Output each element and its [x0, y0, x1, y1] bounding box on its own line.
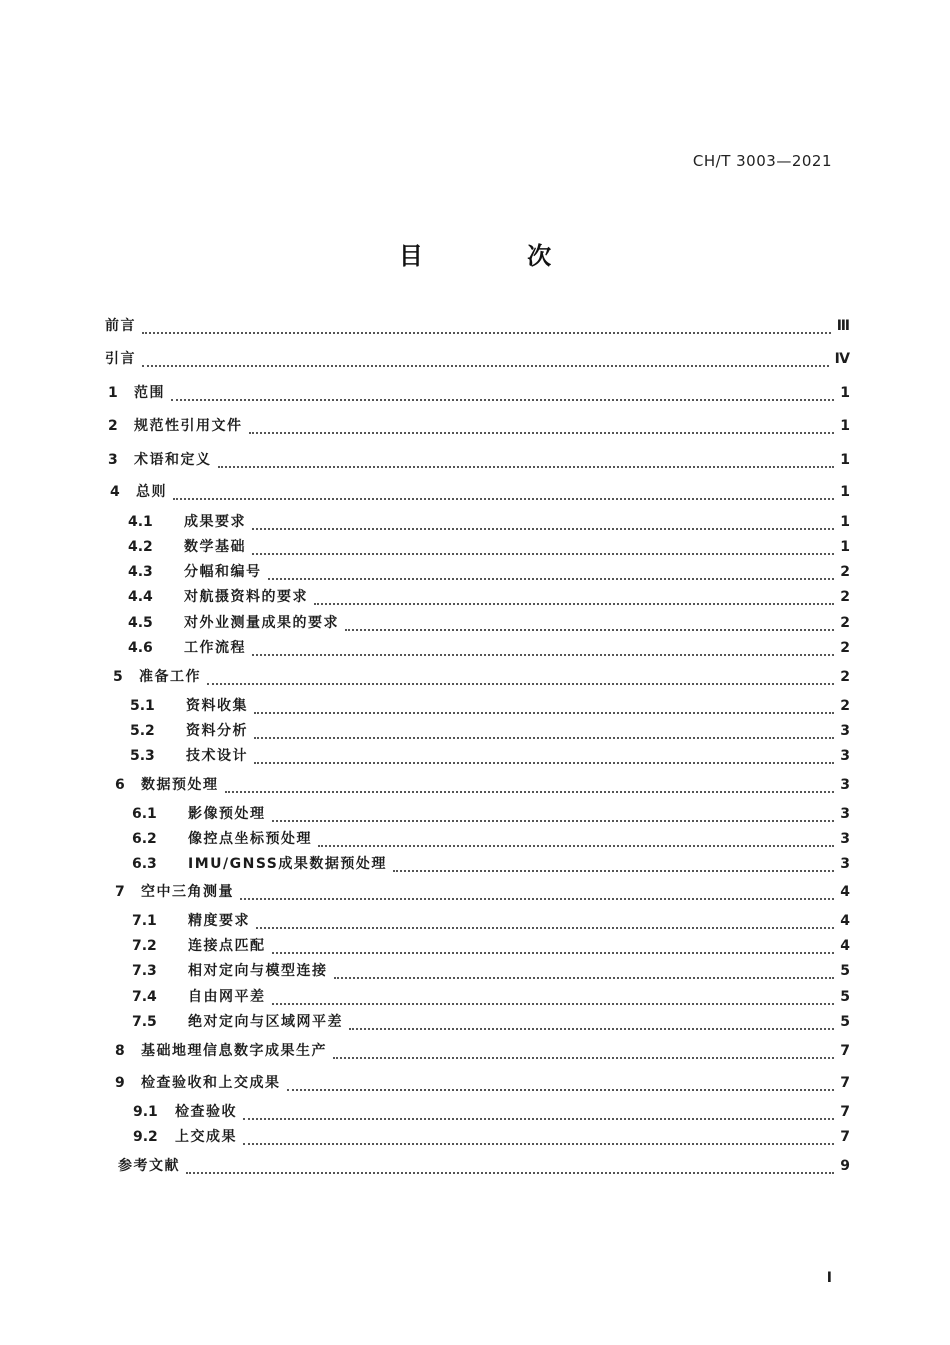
toc-entry-title: 对航摄资料的要求	[184, 589, 308, 605]
dot-leader	[349, 1020, 834, 1030]
toc-entry-page: 5	[840, 963, 850, 979]
toc-entry[interactable]	[105, 349, 850, 369]
toc-entry[interactable]	[130, 721, 850, 741]
toc-entry-title: 分幅和编号	[184, 564, 262, 580]
toc-entry-number: 5.1	[130, 698, 155, 714]
toc-entry-number: 9.1	[133, 1104, 158, 1120]
toc-entry-page: 2	[840, 615, 850, 631]
toc-entry-page: 2	[840, 669, 850, 685]
toc-entry[interactable]	[128, 587, 850, 607]
toc-entry-number: 4.1	[128, 514, 153, 530]
toc-entry-number: 5	[113, 669, 123, 685]
toc-entry-number: 7.3	[132, 963, 157, 979]
toc-entry[interactable]	[108, 416, 850, 436]
toc-entry[interactable]	[133, 1127, 850, 1147]
toc-entry-page: 5	[840, 1014, 850, 1030]
toc-entry-title: 对外业测量成果的要求	[184, 615, 339, 631]
toc-entry-page: 7	[840, 1129, 850, 1145]
dot-leader	[225, 783, 835, 793]
toc-entry-title: 准备工作	[139, 669, 201, 685]
toc-entry-page: 7	[840, 1075, 850, 1091]
toc-entry[interactable]	[105, 316, 850, 336]
toc-entry-title: 基础地理信息数字成果生产	[141, 1043, 327, 1059]
toc-entry-title: 连接点匹配	[188, 938, 266, 954]
dot-leader	[254, 729, 834, 739]
toc-entry-title: 技术设计	[186, 748, 248, 764]
dot-leader	[254, 704, 834, 714]
toc-entry-number: 5.2	[130, 723, 155, 739]
toc-entry[interactable]	[132, 829, 850, 849]
toc-entry-number: 1	[108, 385, 118, 401]
toc-entry-number: 6.2	[132, 831, 157, 847]
dot-leader	[256, 919, 834, 929]
dot-leader	[207, 675, 834, 685]
dot-leader	[272, 944, 835, 954]
toc-entry[interactable]	[128, 537, 850, 557]
toc-entry-page: 3	[840, 777, 850, 793]
toc-entry-page: 4	[840, 913, 850, 929]
dot-leader	[243, 1110, 834, 1120]
toc-entry-title: 引言	[105, 351, 136, 367]
dot-leader	[345, 621, 834, 631]
toc-entry-title: 资料收集	[186, 698, 248, 714]
dot-leader	[252, 646, 834, 656]
toc-entry-page: 3	[840, 723, 850, 739]
toc-entry[interactable]	[115, 882, 850, 902]
toc-entry-title: 空中三角测量	[141, 884, 234, 900]
toc-entry-number: 5.3	[130, 748, 155, 764]
toc-entry[interactable]	[118, 1156, 850, 1176]
toc-entry[interactable]	[132, 1012, 850, 1032]
toc-entry-number: 6	[115, 777, 125, 793]
toc-entry-page: 5	[840, 989, 850, 1005]
dot-leader	[272, 812, 835, 822]
toc-entry-number: 7.5	[132, 1014, 157, 1030]
toc-entry-page: 3	[840, 831, 850, 847]
toc-entry-number: 6.1	[132, 806, 157, 822]
toc-entry-number: 8	[115, 1043, 125, 1059]
toc-entry[interactable]	[132, 804, 850, 824]
toc-entry-number: 9	[115, 1075, 125, 1091]
toc-entry-title: 术语和定义	[134, 452, 212, 468]
toc-entry[interactable]	[130, 696, 850, 716]
toc-entry-number: 4.3	[128, 564, 153, 580]
toc-entry[interactable]	[133, 1102, 850, 1122]
toc-entry-page: 1	[840, 484, 850, 500]
dot-leader	[218, 458, 835, 468]
dot-leader	[268, 570, 835, 580]
toc-entry-page: 2	[840, 640, 850, 656]
dot-leader	[243, 1135, 834, 1145]
toc-entry-page: 3	[840, 748, 850, 764]
toc-entry-number: 3	[108, 452, 118, 468]
toc-entry[interactable]	[128, 638, 850, 658]
toc-entry-title: 精度要求	[188, 913, 250, 929]
toc-entry-page: 1	[840, 452, 850, 468]
toc-entry-title: 像控点坐标预处理	[188, 831, 312, 847]
toc-entry-number: 9.2	[133, 1129, 158, 1145]
toc-entry[interactable]	[115, 1041, 850, 1061]
toc-entry-number: 4.4	[128, 589, 153, 605]
toc-entry-number: 4.6	[128, 640, 153, 656]
toc-entry-number: 7.4	[132, 989, 157, 1005]
dot-leader	[252, 545, 834, 555]
toc-entry-number: 4.2	[128, 539, 153, 555]
toc-entry[interactable]	[128, 613, 850, 633]
toc-entry-number: 7	[115, 884, 125, 900]
toc-entry-title: 自由网平差	[188, 989, 266, 1005]
toc-entry[interactable]	[132, 961, 850, 981]
toc-entry-title: 数据预处理	[141, 777, 219, 793]
toc-entry-title: 检查验收	[175, 1104, 237, 1120]
toc-entry[interactable]	[132, 911, 850, 931]
toc-entry-page: 7	[840, 1104, 850, 1120]
toc-entry-number: 4	[110, 484, 120, 500]
toc-entry-title: 资料分析	[186, 723, 248, 739]
dot-leader	[142, 357, 829, 367]
dot-leader	[173, 490, 834, 500]
toc-entry-page: 1	[840, 514, 850, 530]
toc-entry-page: 2	[840, 589, 850, 605]
toc-entry-page: 2	[840, 564, 850, 580]
dot-leader	[287, 1081, 835, 1091]
toc-entry-title: 影像预处理	[188, 806, 266, 822]
dot-leader	[240, 890, 834, 900]
toc-title: 目 次	[398, 242, 600, 270]
toc-entry-number: 6.3	[132, 856, 157, 872]
toc-entry-page: 9	[840, 1158, 850, 1174]
toc-entry[interactable]	[113, 667, 850, 687]
toc-entry-page: 7	[840, 1043, 850, 1059]
toc-entry-page: 1	[840, 418, 850, 434]
toc-entry-number: 4.5	[128, 615, 153, 631]
toc-entry-title: 范围	[134, 385, 165, 401]
toc-entry[interactable]	[132, 987, 850, 1007]
toc-entry[interactable]	[108, 450, 850, 470]
dot-leader	[318, 837, 834, 847]
dot-leader	[142, 324, 831, 334]
toc-entry[interactable]	[128, 512, 850, 532]
toc-entry-title: IMU/GNSS成果数据预处理	[188, 856, 387, 872]
dot-leader	[254, 754, 834, 764]
toc-entry[interactable]	[128, 562, 850, 582]
toc-entry-page: 4	[840, 938, 850, 954]
toc-entry-title: 总则	[136, 484, 167, 500]
toc-entry-number: 2	[108, 418, 118, 434]
dot-leader	[171, 391, 834, 401]
dot-leader	[393, 862, 834, 872]
toc-entry-title: 规范性引用文件	[134, 418, 243, 434]
page-number: I	[826, 1270, 832, 1286]
toc-entry-title: 绝对定向与区域网平差	[188, 1014, 343, 1030]
toc-entry-title: 成果要求	[184, 514, 246, 530]
toc-entry-page: Ⅳ	[834, 351, 850, 367]
dot-leader	[333, 1049, 834, 1059]
toc-entry-title: 上交成果	[175, 1129, 237, 1145]
toc-entry-page: 3	[840, 856, 850, 872]
toc-entry-page: 4	[840, 884, 850, 900]
toc-entry-page: 1	[840, 539, 850, 555]
toc-entry-title: 参考文献	[118, 1158, 180, 1174]
toc-entry-title: 前言	[105, 318, 136, 334]
toc-entry[interactable]	[108, 383, 850, 403]
toc-entry-title: 工作流程	[184, 640, 246, 656]
dot-leader	[252, 520, 834, 530]
dot-leader	[186, 1164, 834, 1174]
dot-leader	[272, 995, 835, 1005]
dot-leader	[249, 424, 835, 434]
toc-entry[interactable]	[130, 746, 850, 766]
toc-entry-title: 相对定向与模型连接	[188, 963, 328, 979]
toc-entry-title: 检查验收和上交成果	[141, 1075, 281, 1091]
toc-entry[interactable]	[115, 775, 850, 795]
dot-leader	[314, 595, 834, 605]
toc-entry-page: 2	[840, 698, 850, 714]
toc-entry-page: Ⅲ	[836, 318, 850, 334]
toc-entry[interactable]	[110, 482, 850, 502]
dot-leader	[334, 969, 835, 979]
toc-entry-page: 1	[840, 385, 850, 401]
toc-entry-page: 3	[840, 806, 850, 822]
toc-entry-number: 7.1	[132, 913, 157, 929]
toc-entry-title: 数学基础	[184, 539, 246, 555]
toc-entry[interactable]	[132, 936, 850, 956]
standard-code: CH/T 3003—2021	[692, 152, 832, 170]
toc-entry[interactable]	[115, 1073, 850, 1093]
toc-entry[interactable]	[132, 854, 850, 874]
toc-entry-number: 7.2	[132, 938, 157, 954]
